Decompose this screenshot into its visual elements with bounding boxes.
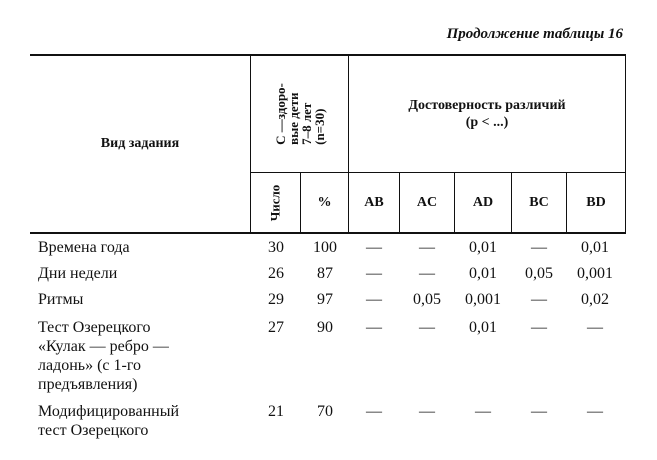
table-row [0,318,657,398]
ad-value: 0,01 [469,265,497,282]
bd-value: 0,02 [581,291,609,308]
ad-value: 0,001 [465,291,501,308]
bc-value: — [531,239,547,256]
count-value: 26 [268,265,284,282]
task-name: Ритмы [38,291,84,308]
percent-value: 90 [317,319,333,336]
count-header: Число [267,184,283,221]
bc-value: 0,05 [525,265,553,282]
percent-value: 87 [317,265,333,282]
pair-header-bd: BD [586,194,606,210]
bc-value: — [531,291,547,308]
ac-value: — [419,403,435,420]
ab-value: — [366,319,382,336]
pair-header-bc: BC [529,194,549,210]
table-row [0,290,657,312]
bd-value: 0,01 [581,239,609,256]
ab-value: — [366,403,382,420]
ac-value: — [419,239,435,256]
task-name: Времена года [38,239,130,256]
group-c-header-cell [251,56,348,172]
percent-header: % [317,194,332,210]
task-column-header: Вид задания [100,136,180,151]
task-name: Дни недели [38,265,118,282]
ad-value: 0,01 [469,319,497,336]
count-value: 21 [268,403,284,420]
percent-value: 100 [313,239,337,256]
significance-header [349,56,625,172]
bd-value: — [587,319,603,336]
table-right-rule [625,54,626,234]
ad-value: 0,01 [469,239,497,256]
ac-value: 0,05 [413,291,441,308]
percent-value: 97 [317,291,333,308]
table-row [0,238,657,260]
count-header-cell [251,173,300,232]
header-bottom-rule [30,232,626,234]
task-name: Тест Озерецкого «Кулак — ребро — ладонь» (с 1-го предъявления) [38,319,169,393]
bc-value: — [531,403,547,420]
table-caption: Продолжение таблицы 16 [446,26,623,42]
percent-value: 70 [317,403,333,420]
count-value: 29 [268,291,284,308]
ab-value: — [366,265,382,282]
group-c-header: С —здоро- вые дети 7–8 лет (n=30) [272,83,327,145]
pair-header-ac: AC [416,194,438,210]
ab-value: — [366,239,382,256]
count-value: 27 [268,319,284,336]
table-row [0,402,657,444]
ac-value: — [419,265,435,282]
pair-header-ab: AB [364,194,384,210]
bd-value: — [587,403,603,420]
significance-header-text: Достоверность различий (p < ...) [408,98,566,130]
bd-value: 0,001 [577,265,613,282]
bc-value: — [531,319,547,336]
task-name: Модифицированный тест Озерецкого [38,403,180,439]
pair-header-ad: AD [472,194,494,210]
count-value: 30 [268,239,284,256]
table-row [0,264,657,286]
ab-value: — [366,291,382,308]
ac-value: — [419,319,435,336]
ad-value: — [475,403,491,420]
